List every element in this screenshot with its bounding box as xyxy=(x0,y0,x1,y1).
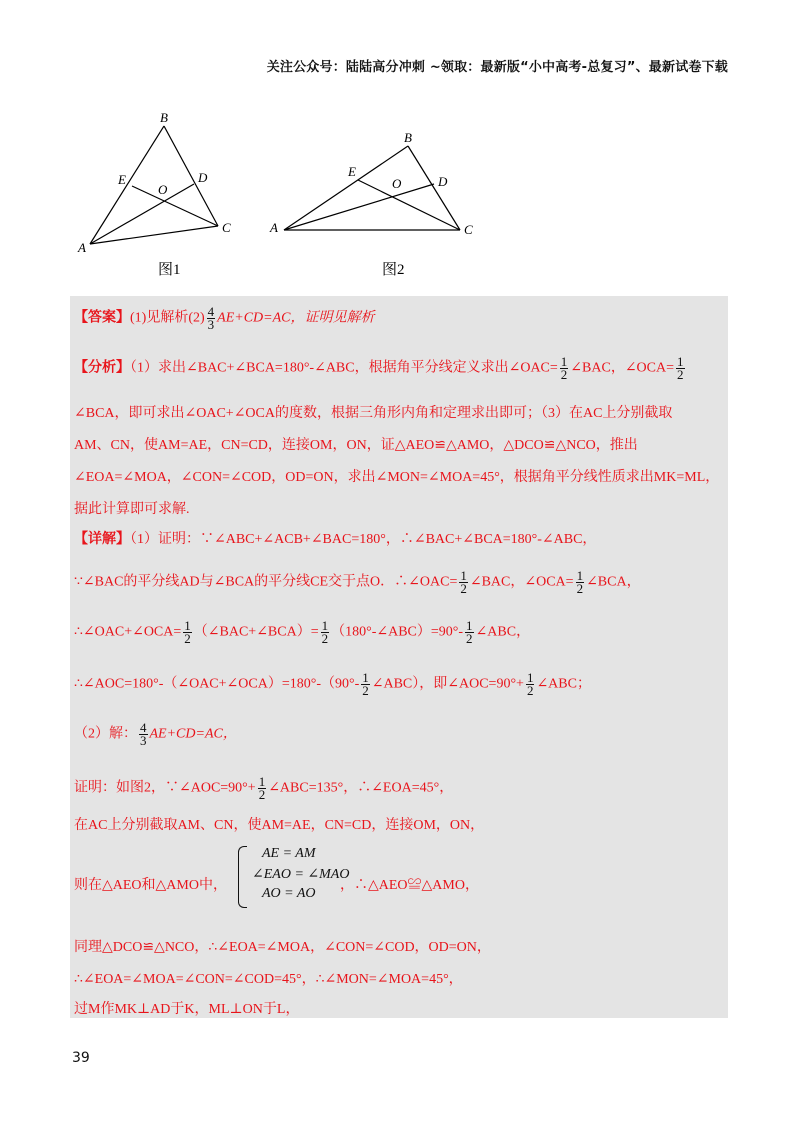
figure-2-triangle xyxy=(264,128,484,238)
fig1-label-A: A xyxy=(78,240,86,255)
page-header: 关注公众号：陆陆高分冲刺 ~领取：最新版“小中高考-总复习”、最新试卷下载 xyxy=(266,60,728,75)
analysis-line-4: ∠EOA=∠MOA，∠CON=∠COD，OD=ON，求出∠MON=∠MOA=45°，根据角平分线性质求出MK=ML， xyxy=(74,470,720,485)
detail-tag: 【详解】 xyxy=(74,532,130,547)
fig2-label-A: A xyxy=(270,220,278,235)
page-number: 39 xyxy=(72,1050,90,1066)
fig1-label-B: B xyxy=(160,110,168,125)
analysis-line-5: 据此计算即可求解. xyxy=(74,502,190,517)
detail-line-6: 证明：如图2，∵∠AOC=90°+ $\frac{1}{2}$ ∠ABC=135°，∴∠EOA=45°， xyxy=(74,774,454,802)
fig1-label-O: O xyxy=(158,182,168,197)
detail-line-1: 【详解】（1）证明：∵∠ABC+∠ACB+∠BAC=180°，∴∠BAC+∠BCA=180°-∠ABC， xyxy=(74,532,597,547)
half-fraction: $\frac{1}{2}$ xyxy=(258,774,266,802)
answer-rest: AE+CD=AC，证明见解析 xyxy=(217,310,375,326)
answer-tag: 【答案】 xyxy=(74,310,130,326)
fig1-label-E: E xyxy=(118,172,126,187)
four-thirds-fraction: $\frac{4}{3}$ xyxy=(140,720,147,748)
detail-line-5: （2）解： $\frac{4}{3}$ AE+CD=AC， xyxy=(74,720,237,748)
figure-1-caption: 图1 xyxy=(158,262,181,278)
fig2-label-E: E xyxy=(348,164,356,179)
fig2-label-B: B xyxy=(404,130,412,145)
fig2-label-D: D xyxy=(438,174,448,189)
fig2-label-O: O xyxy=(392,176,402,191)
detail-line-10: ∴∠EOA=∠MOA=∠CON=∠COD=45°，∴∠MON=∠MOA=45°， xyxy=(74,972,463,987)
analysis-line-3: AM、CN，使AM=AE，CN=CD，连接OM，ON，证△AEO≌△AMO，△DCO≌△NCO，推出 xyxy=(74,438,638,453)
half-fraction: $\frac{1}{2}$ xyxy=(466,618,473,646)
fig1-label-C: C xyxy=(222,220,231,235)
half-fraction: $\frac{1}{2}$ xyxy=(460,568,467,596)
congruence-system xyxy=(238,846,348,906)
detail-line-8b: ，∴△AEO≌△AMO， xyxy=(340,878,479,893)
detail-line-9: 同理△DCO≌△NCO，∴∠EOA=∠MOA，∠CON=∠COD，OD=ON， xyxy=(74,940,491,955)
detail-line-7: 在AC上分别截取AM、CN，使AM=AE，CN=CD，连接OM，ON， xyxy=(74,818,485,833)
half-fraction: $\frac{1}{2}$ xyxy=(321,618,329,646)
answer-fraction: $\frac{4}{3}$ xyxy=(207,304,215,332)
detail-line-2: ∵∠BAC的平分线AD与∠BCA的平分线CE交于点O．∴∠OAC= $\frac{1}{2}$ ∠BAC，∠OCA= $\frac{1}{2}$ ∠BCA， xyxy=(74,568,641,596)
figure-1-triangle xyxy=(74,108,244,256)
detail-line-11: 过M作MK⊥AD于K，ML⊥ON于L， xyxy=(74,1002,300,1017)
analysis-tag: 【分析】 xyxy=(74,360,130,376)
analysis-line-1: 【分析】（1）求出∠BAC+∠BCA=180°-∠ABC，根据角平分线定义求出∠OAC= $\frac{1}{2}$ ∠BAC，∠OCA= $\frac{1}{2}$ xyxy=(74,354,684,382)
system-row-1: AE = AM xyxy=(262,846,316,861)
answer-line xyxy=(74,306,375,331)
answer-part1: (1)见解析(2) xyxy=(130,310,205,326)
fig1-label-D: D xyxy=(198,170,208,185)
detail-line-3: ∴∠OAC+∠OCA= $\frac{1}{2}$ （∠BAC+∠BCA）= $\frac{1}{2}$ （180°-∠ABC）=90°- $\frac{1}{2}$ ∠ABC， xyxy=(74,618,531,646)
half-fraction: $\frac{1}{2}$ xyxy=(576,568,584,596)
half-fraction: $\frac{1}{2}$ xyxy=(362,670,369,698)
half-fraction: $\frac{1}{2}$ xyxy=(560,354,568,382)
half-fraction: $\frac{1}{2}$ xyxy=(526,670,534,698)
system-row-3: AO = AO xyxy=(262,886,316,901)
detail-line-8a: 则在△AEO和△AMO中， xyxy=(74,878,227,893)
system-row-2: ∠EAO = ∠MAO xyxy=(252,867,350,882)
fig2-label-C: C xyxy=(464,222,473,237)
figure-2-caption: 图2 xyxy=(382,262,405,278)
half-fraction: $\frac{1}{2}$ xyxy=(184,618,191,646)
half-fraction: $\frac{1}{2}$ xyxy=(677,354,684,382)
analysis-line-2: ∠BCA，即可求出∠OAC+∠OCA的度数，根据三角形内角和定理求出即可；（3）在AC上分别截取 xyxy=(74,406,673,421)
left-brace xyxy=(238,846,247,908)
detail-line-4: ∴∠AOC=180°-（∠OAC+∠OCA）=180°-（90°- $\frac{1}{2}$ ∠ABC），即∠AOC=90°+ $\frac{1}{2}$ ∠ABC； xyxy=(74,670,591,698)
